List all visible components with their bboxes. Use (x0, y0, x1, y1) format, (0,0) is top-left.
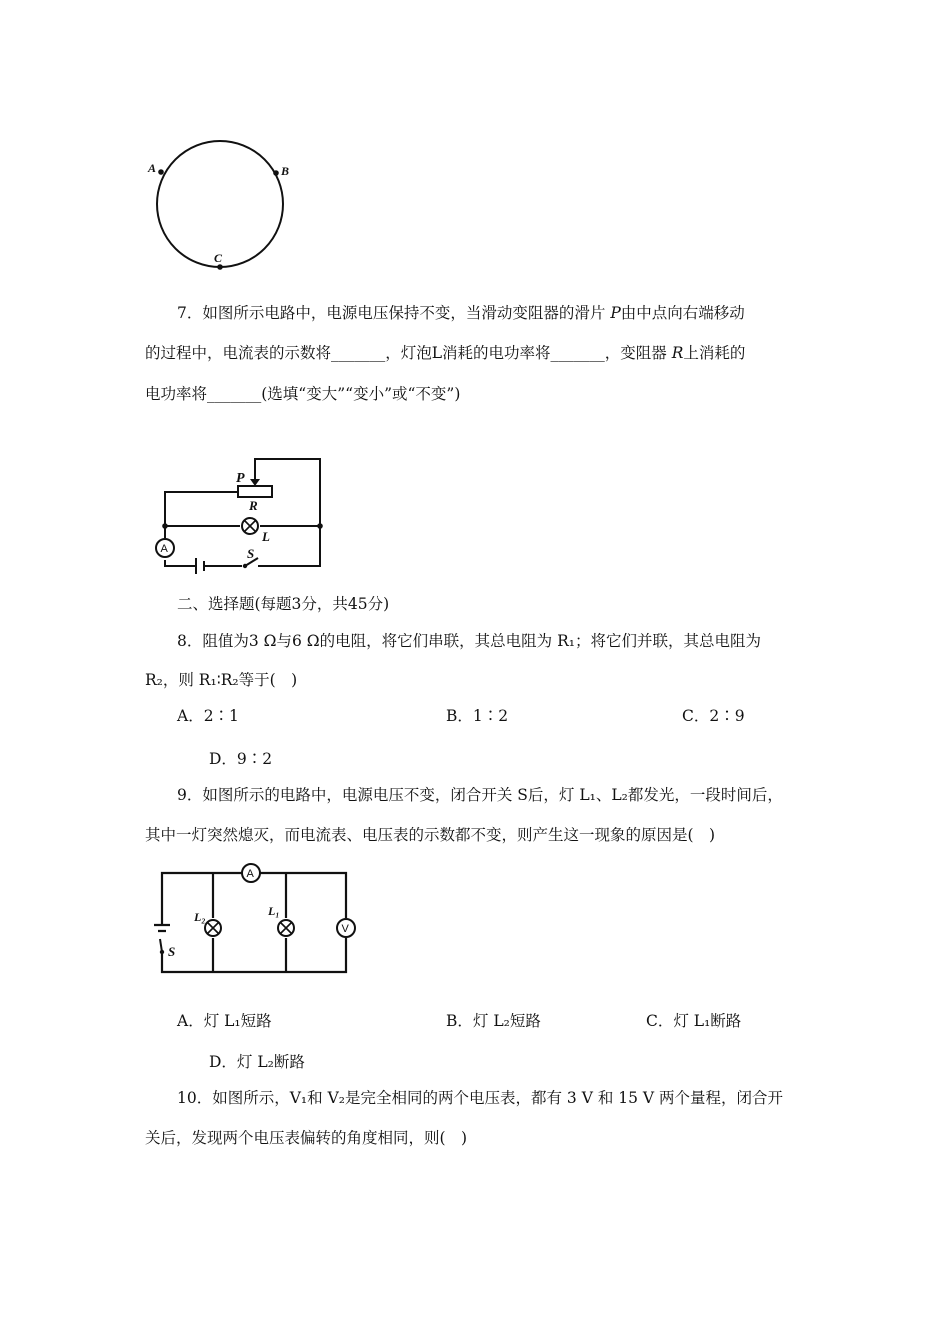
q7-text-2a: 的过程中，电流表的示数将_______，灯泡L消耗的电功率将_______，变阻器 (145, 344, 672, 362)
voltmeter-label: V (341, 923, 349, 935)
circle-figure (140, 130, 310, 280)
section-title-text: 二、选择题(每题3分，共45分) (177, 595, 390, 613)
q9-option-a (177, 1011, 272, 1031)
label-l: L (262, 529, 270, 544)
label-s: S (168, 944, 176, 959)
rheostat (238, 486, 272, 497)
q8-option-c-text: C．2∶9 (682, 707, 745, 725)
q8-option-c (682, 706, 745, 726)
voltmeter (337, 919, 355, 937)
q9-option-b-text: B．灯 L₂短路 (446, 1012, 541, 1030)
point-c-dot (217, 264, 223, 270)
slider-arrow-head (250, 479, 260, 486)
lamp-l (242, 518, 258, 534)
q8-text-2: R₂，则 R₁∶R₂等于( ) (145, 671, 298, 689)
q9-text-1: 9．如图所示的电路中，电源电压不变，闭合开关 S后，灯 L₁、L₂都发光，一段时间后， (177, 786, 783, 804)
q7-text-2b: 上消耗的 (683, 344, 746, 362)
q8-option-b (446, 706, 508, 726)
label-l2: L₂ (194, 910, 206, 924)
q9-line-1 (177, 785, 783, 805)
q8-line-1 (177, 631, 761, 651)
q7-text-1b: 由中点向右端移动 (620, 304, 745, 322)
battery (196, 558, 204, 574)
q9-option-c-text: C．灯 L₁断路 (646, 1012, 742, 1030)
q8-line-2 (145, 670, 297, 690)
q10-line-2 (145, 1128, 467, 1148)
ammeter (156, 539, 174, 557)
q9-option-c (646, 1011, 741, 1031)
junction-left (162, 523, 168, 529)
circle-outline (157, 141, 283, 267)
q9-option-a-text: A．灯 L₁短路 (177, 1012, 272, 1030)
label-r: R (249, 498, 258, 513)
q8-option-a-text: A．2∶1 (177, 707, 239, 725)
q8-option-d-text: D．9∶2 (209, 750, 273, 768)
q9-option-d (209, 1052, 305, 1072)
wire-left-to-rheostat (165, 492, 238, 538)
junction-right (317, 523, 323, 529)
q7-var-p: P (610, 304, 621, 322)
q8-option-d (209, 749, 272, 769)
q9-text-2: 其中一灯突然熄灭，而电流表、电压表的示数都不变，则产生这一现象的原因是( ) (145, 826, 716, 844)
q7-text-1a: ．如图所示电路中，电源电压保持不变，当滑动变阻器的滑片 (186, 304, 611, 322)
q7-line-3 (145, 384, 460, 404)
q8-option-a (177, 706, 239, 726)
battery (154, 925, 170, 931)
ammeter-label: A (160, 543, 168, 555)
point-b-label: B (281, 164, 290, 178)
point-a-dot (158, 169, 164, 175)
q7-line-2 (145, 343, 745, 363)
label-p: P (236, 471, 245, 486)
q9-option-b (446, 1011, 541, 1031)
switch-lever (160, 939, 162, 952)
ammeter-label: A (246, 868, 254, 880)
q9-option-d-text: D．灯 L₂断路 (209, 1053, 305, 1071)
q10-line-1 (177, 1088, 783, 1108)
lamp-l2 (205, 920, 221, 936)
point-b-dot (273, 170, 279, 176)
q9-circuit-figure (150, 858, 365, 983)
q7-line-1 (177, 303, 745, 323)
section-title (177, 594, 389, 614)
q7-circuit-figure (150, 450, 340, 585)
label-s: S (247, 546, 255, 561)
point-c-label: C (214, 251, 223, 265)
q7-number: 7 (177, 304, 187, 322)
q10-text-1: ．如图所示，V₁和 V₂是完全相同的两个电压表，都有 3 V 和 15 V 两个量程，闭合开 (196, 1089, 784, 1107)
q9-line-2 (145, 825, 715, 845)
wire-bottom (162, 938, 346, 972)
label-l1: L₁ (268, 904, 280, 918)
point-a-label: A (148, 161, 157, 175)
ammeter (242, 864, 260, 882)
lamp-l1 (278, 920, 294, 936)
q8-text-1: 8．阻值为3 Ω与6 Ω的电阻，将它们串联，其总电阻为 R₁；将它们并联，其总电阻为 (177, 632, 761, 650)
q10-text-2: 关后，发现两个电压表偏转的角度相同，则( ) (145, 1129, 468, 1147)
q10-number: 10 (177, 1089, 197, 1107)
q8-option-b-text: B．1∶2 (446, 707, 509, 725)
q7-text-3: 电功率将_______(选填“变大”“变小”或“不变”) (145, 385, 461, 403)
q7-var-r: R (671, 344, 684, 362)
